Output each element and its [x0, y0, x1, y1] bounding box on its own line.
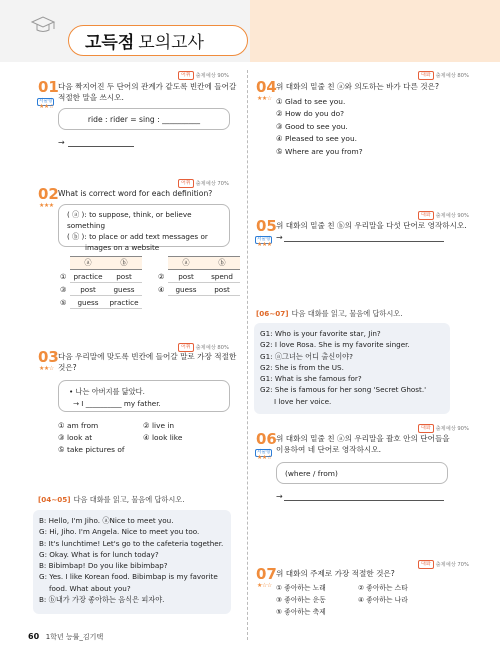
q06-prompt-box: (where / from) [276, 462, 448, 484]
page-footer [28, 632, 103, 642]
q05-number: 05 [256, 217, 277, 235]
q02-number: 02 [38, 185, 59, 203]
header-band-right [250, 0, 500, 62]
q05-difficulty: 대화 출제예상 90% [418, 211, 469, 220]
q05-question: 위 대화의 밑줄 친 ⓑ의 우리말을 다섯 단어로 영작하시오. [276, 221, 467, 230]
q02-option-5[interactable]: ⑤ guess practice [58, 296, 142, 309]
dialog1-line: B: Bibimbap! Do you like bibimbap? [39, 561, 168, 571]
q02-option-3[interactable]: ③ post guess [58, 283, 142, 296]
q07-number: 07 [256, 565, 277, 583]
q03-prompt-box: • 나는 아버지를 닮았다. → I __________ my father. [58, 380, 230, 412]
q03-option-4[interactable]: ④ look like [143, 433, 183, 442]
q02-definition-box: ( ⓐ ): to suppose, think, or believe something ( ⓑ ): to place or add text messages or images on a website [58, 204, 230, 247]
q03-number: 03 [38, 348, 59, 366]
q02-options-table: ⓐ ⓑ ① practice post ③ post guess ⑤ guess practice ⓐ ⓑ ② post spend ④ guess post [58, 256, 240, 309]
dialog2-line: G1: Who is your favorite star, Jin? [260, 329, 381, 338]
q02-stars: ★★★ [39, 202, 54, 209]
dialog1-line: G: Hi, Jiho. I'm Angela. Nice to meet you too. [39, 527, 200, 537]
title-rest: 모의고사 [138, 33, 204, 53]
q06-answer-line[interactable] [284, 500, 444, 501]
dialog1-line: B: It's lunchtime! Let's go to the cafeteria together. [39, 538, 224, 548]
q04-stars: ★★☆ [257, 95, 272, 102]
q05-type-tag: 서술형 [257, 237, 271, 242]
q04-option-1[interactable]: ① Glad to see you. [276, 97, 346, 106]
q07-stars: ★☆☆ [257, 582, 272, 589]
section-04-05-heading: [04~05] 다음 대화를 읽고, 물음에 답하시오. [38, 495, 185, 504]
q06-question: 위 대화의 밑줄 친 ⓐ의 우리말을 괄호 안의 단어들을 이용하여 네 단어로 영작하시오. [276, 434, 450, 454]
q01-type-tag: 서술형 [39, 99, 53, 104]
dialog2-line: G1: ⓐ그녀는 어디 출신이야? [260, 351, 353, 361]
q03-option-1[interactable]: ① am from [58, 421, 99, 430]
q01-badge: 어휘 [178, 71, 194, 80]
dialog2-line: I love her voice. [274, 396, 332, 406]
q04-option-5[interactable]: ⑤ Where are you from? [276, 146, 363, 156]
dialog2-line: G2: She is from the US. [260, 362, 344, 372]
q05-answer-line[interactable] [284, 241, 444, 242]
q07-option-3[interactable]: ③ 좋아하는 운동 [276, 596, 326, 604]
q07-option-1[interactable]: ① 좋아하는 노래 [276, 584, 326, 592]
dialog1-line: B: ⓑ내가 가장 좋아하는 음식은 피자야. [39, 595, 165, 605]
q01-rate: 출제예상 90% [195, 73, 229, 79]
dialog1-line: food. What about you? [49, 583, 131, 593]
q06-number: 06 [256, 430, 277, 448]
q01-number: 01 [38, 78, 59, 96]
dialog1-line: G: Yes. I like Korean food. Bibimbap is my favorite [39, 572, 218, 582]
dialog-06-07 [254, 323, 450, 414]
q01-difficulty [178, 71, 229, 80]
q03-question: 다음 우리말에 맞도록 빈칸에 들어갈 말로 가장 적절한 것은? [58, 352, 237, 372]
q04-difficulty: 대화 출제예상 80% [418, 71, 469, 80]
q02-question: What is correct word for each definition? [58, 189, 213, 198]
q06-arrow: → [276, 492, 283, 501]
q04-option-4[interactable]: ④ Pleased to see you. [276, 134, 357, 144]
page-title [68, 25, 248, 56]
q07-option-2[interactable]: ② 좋아하는 스타 [358, 584, 408, 592]
q07-option-5[interactable]: ⑤ 좋아하는 축제 [276, 608, 326, 616]
dialog1-line: B: Hello, I'm Jiho. ⓐNice to meet you. [39, 516, 174, 525]
dialog2-line: G2: I love Rosa. She is my favorite singer. [260, 340, 410, 350]
book-label: 1학년 능률_김기택 [45, 633, 104, 641]
q03-option-5[interactable]: ⑤ take pictures of [58, 445, 125, 454]
q01-stars: ★★☆ [39, 103, 54, 110]
q04-question: 위 대화의 밑줄 친 ⓐ와 의도하는 바가 다른 것은? [276, 82, 439, 91]
column-divider [247, 70, 248, 640]
q04-option-2[interactable]: ② How do you do? [276, 109, 345, 119]
q03-option-3[interactable]: ③ look at [58, 433, 93, 442]
section-06-07-heading: [06~07] 다음 대화를 읽고, 물음에 답하시오. [256, 309, 403, 318]
q03-option-2[interactable]: ② live in [143, 421, 175, 430]
q02-option-2[interactable]: ② post spend [156, 270, 240, 283]
q04-options [276, 96, 363, 158]
dialog2-line: G2: She is famous for her song 'Secret Ghost.' [260, 385, 427, 395]
q01-prompt-box: ride : rider = sing : __________ [58, 108, 230, 130]
q06-stars: ★★☆ [257, 454, 272, 461]
q04-number: 04 [256, 78, 277, 96]
q06-difficulty: 대화 출제예상 90% [418, 424, 469, 433]
q05-stars: ★★★ [257, 241, 272, 248]
q01-arrow: → [58, 138, 65, 147]
q01-question: 다음 짝지어진 두 단어의 관계가 같도록 빈칸에 들어갈 적절한 말을 쓰시오. [58, 82, 237, 102]
q06-type-tag: 서술형 [257, 450, 271, 455]
graduation-cap-icon [30, 14, 56, 38]
q03-stars: ★★☆ [39, 365, 54, 372]
q07-question: 위 대화의 주제로 가장 적절한 것은? [276, 569, 395, 578]
q03-difficulty: 어휘 출제예상 80% [178, 343, 229, 352]
dialog1-line: G: Okay. What is for lunch today? [39, 549, 159, 559]
page-number: 60 [28, 632, 40, 641]
dialog2-line: G1: What is she famous for? [260, 374, 362, 384]
title-bold: 고득점 [85, 33, 135, 53]
q02-difficulty: 어휘 출제예상 70% [178, 179, 229, 188]
q02-option-1[interactable]: ① practice post [58, 270, 142, 283]
q01-answer-line[interactable] [68, 146, 134, 147]
q07-difficulty: 대화 출제예상 70% [418, 560, 469, 569]
dialog-04-05 [33, 510, 231, 614]
q05-arrow: → [276, 233, 283, 242]
q07-option-4[interactable]: ④ 좋아하는 나라 [358, 596, 408, 604]
q04-option-3[interactable]: ③ Good to see you. [276, 121, 348, 131]
q02-option-4[interactable]: ④ guess post [156, 283, 240, 296]
